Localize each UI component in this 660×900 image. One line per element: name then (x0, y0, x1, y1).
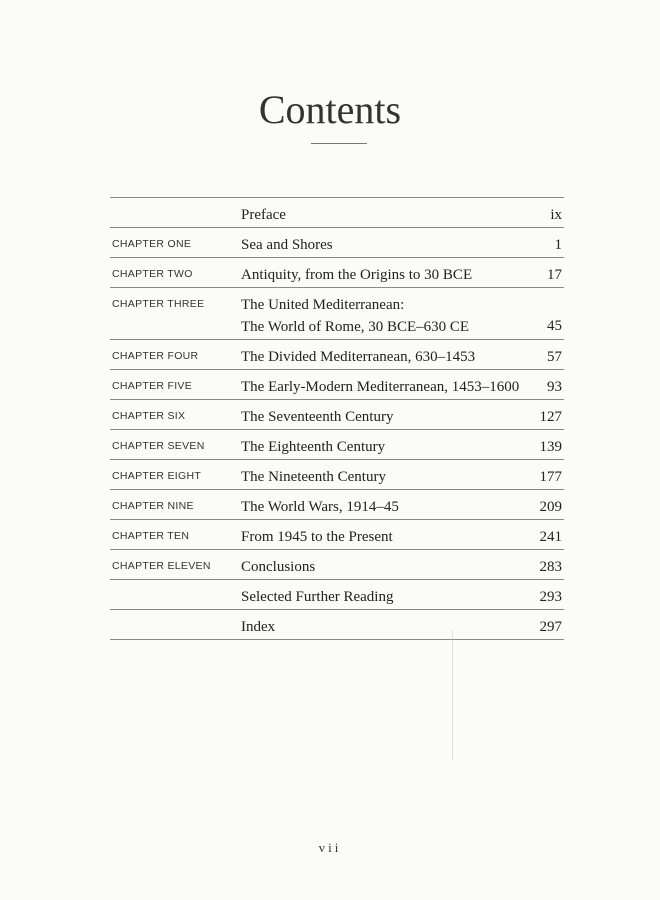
page-number: 209 (539, 499, 562, 515)
page-number: 241 (539, 529, 562, 545)
paper-scratch-mark (452, 630, 453, 760)
toc-row (110, 370, 564, 400)
chapter-label: CHAPTER FIVE (112, 380, 193, 392)
page-folio: vii (318, 840, 342, 855)
toc-row (110, 610, 564, 640)
toc-row (110, 400, 564, 430)
toc-row (110, 228, 564, 258)
toc-row (110, 198, 564, 228)
table-of-contents (110, 197, 564, 640)
chapter-label: CHAPTER ELEVEN (112, 560, 211, 572)
page-number: 1 (554, 237, 562, 253)
page-number: 297 (539, 619, 562, 635)
page-number: 45 (547, 318, 562, 334)
page-number: 283 (539, 559, 562, 575)
chapter-label: CHAPTER TEN (112, 530, 190, 542)
chapter-label: CHAPTER FOUR (112, 350, 199, 362)
toc-row (110, 430, 564, 460)
toc-row (110, 460, 564, 490)
chapter-label: CHAPTER SIX (112, 410, 186, 422)
page-number: 17 (547, 267, 562, 283)
page-title: Contents (258, 87, 402, 132)
entry-title: Selected Further Reading (241, 589, 394, 605)
entry-title: The Eighteenth Century (241, 439, 386, 455)
entry-title-line-2: The World of Rome, 30 BCE–630 CE (241, 319, 470, 335)
toc-row (110, 490, 564, 520)
title-underline (311, 143, 367, 144)
toc-row (110, 550, 564, 580)
page-number: 57 (547, 349, 562, 365)
chapter-label: CHAPTER EIGHT (112, 470, 202, 482)
entry-title: Index (241, 619, 276, 635)
entry-title-line-1: The United Mediterranean: (241, 297, 405, 313)
entry-title: From 1945 to the Present (241, 529, 393, 545)
entry-title: The Nineteenth Century (241, 469, 386, 485)
chapter-label: CHAPTER ONE (112, 238, 192, 250)
entry-title: The Early-Modern Mediterranean, 1453–1600 (241, 379, 520, 395)
chapter-label: CHAPTER SEVEN (112, 440, 205, 452)
chapter-label: CHAPTER THREE (112, 298, 205, 310)
entry-title: Sea and Shores (241, 237, 333, 253)
toc-row (110, 288, 564, 340)
toc-row (110, 520, 564, 550)
page-number: 293 (539, 589, 562, 605)
page-number: 93 (547, 379, 562, 395)
toc-row (110, 340, 564, 370)
page-number: ix (550, 207, 562, 223)
toc-row (110, 580, 564, 610)
entry-title (241, 294, 469, 338)
page-number: 127 (539, 409, 562, 425)
page-number: 177 (539, 469, 562, 485)
entry-title: The World Wars, 1914–45 (241, 499, 399, 515)
page-number: 139 (539, 439, 562, 455)
entry-title: Conclusions (241, 559, 316, 575)
toc-row (110, 258, 564, 288)
entry-title: Antiquity, from the Origins to 30 BCE (241, 267, 473, 283)
entry-title: The Divided Mediterranean, 630–1453 (241, 349, 476, 365)
chapter-label: CHAPTER TWO (112, 268, 193, 280)
entry-title: The Seventeenth Century (241, 409, 394, 425)
chapter-label: CHAPTER NINE (112, 500, 194, 512)
entry-title: Preface (241, 207, 286, 223)
